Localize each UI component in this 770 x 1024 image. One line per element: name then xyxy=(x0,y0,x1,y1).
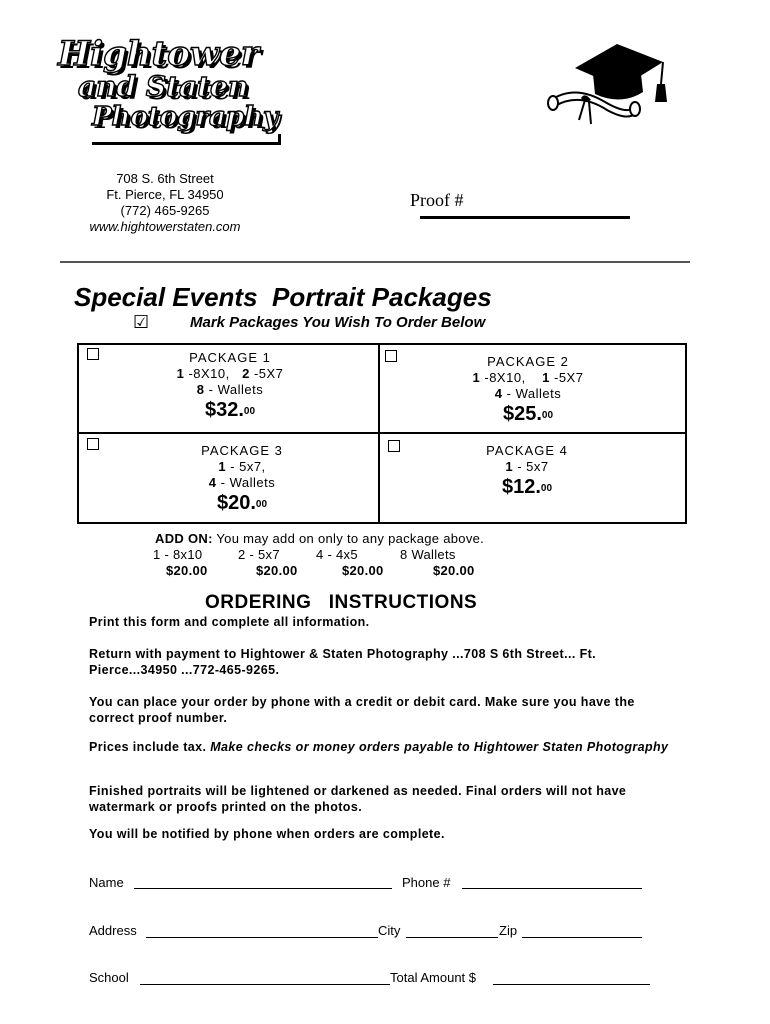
total-amount-field[interactable] xyxy=(493,984,650,985)
total-amount-label: Total Amount $ xyxy=(390,970,476,985)
package-name: PACKAGE 2 xyxy=(487,354,569,369)
package-items xyxy=(125,366,335,382)
item: - Wallets xyxy=(502,386,562,401)
item: - 5x7, xyxy=(226,459,266,474)
addon-item-3: 4 - 4x5 xyxy=(316,547,358,562)
instruction-6: You will be notified by phone when orders are complete. xyxy=(89,827,445,841)
package-price xyxy=(423,403,633,425)
qty: 1 xyxy=(472,370,481,385)
addon-line xyxy=(155,531,484,546)
addon-price-4: $20.00 xyxy=(433,563,475,578)
proof-number-field[interactable] xyxy=(420,216,630,219)
logo-line-3: Photography xyxy=(92,102,279,132)
instruction-3: You can place your order by phone with a credit or debit card. Make sure you have the correct proof number. xyxy=(89,695,635,725)
addon-price-1: $20.00 xyxy=(166,563,208,578)
price-cents: 00 xyxy=(255,499,268,510)
school-field[interactable] xyxy=(140,984,390,985)
addon-label: ADD ON: xyxy=(155,531,213,546)
qty: 4 xyxy=(208,475,217,490)
zip-field[interactable] xyxy=(522,937,642,938)
price-dollars: $12. xyxy=(501,476,541,498)
package-price xyxy=(137,492,347,514)
package-3 xyxy=(137,443,347,514)
graduation-cap-icon xyxy=(545,40,675,130)
phone-field[interactable] xyxy=(462,888,642,889)
checked-box-icon: ☑ xyxy=(133,312,150,333)
logo-line-1: Hightower xyxy=(58,34,259,74)
address-label: Address xyxy=(89,923,137,938)
price-dollars: $32. xyxy=(204,399,244,421)
addon-text: You may add on only to any package above. xyxy=(212,531,485,546)
package-items xyxy=(422,459,632,475)
address-street: 708 S. 6th Street xyxy=(116,171,214,186)
addon-item-4: 8 Wallets xyxy=(400,547,456,562)
package-2 xyxy=(423,354,633,425)
package-items xyxy=(137,459,347,475)
school-label: School xyxy=(89,970,129,985)
address-block xyxy=(60,171,270,235)
instruction-4 xyxy=(89,739,679,755)
instruction-4a: Prices include tax. xyxy=(89,740,207,754)
phone-label: Phone # xyxy=(402,875,451,890)
proof-label: Proof # xyxy=(410,190,464,210)
qty: 1 xyxy=(505,459,514,474)
item: - 5x7 xyxy=(513,459,549,474)
qty: 1 xyxy=(176,366,185,381)
package-name: PACKAGE 1 xyxy=(189,350,271,365)
package-1-checkbox[interactable] xyxy=(87,348,99,360)
qty: 4 xyxy=(494,386,503,401)
addon-item-1: 1 - 8x10 xyxy=(153,547,203,562)
price-cents: 00 xyxy=(540,483,553,494)
item: - Wallets xyxy=(216,475,276,490)
qty: 2 xyxy=(242,366,250,381)
item: -8X10, xyxy=(480,370,526,385)
name-field[interactable] xyxy=(134,888,392,889)
item: -5X7 xyxy=(249,366,284,381)
city-label: City xyxy=(378,923,401,938)
package-wallets xyxy=(423,386,633,402)
company-logo xyxy=(48,34,280,146)
addon-price-2: $20.00 xyxy=(256,563,298,578)
package-3-checkbox[interactable] xyxy=(87,438,99,450)
package-name: PACKAGE 3 xyxy=(201,443,283,458)
page-subtitle: Mark Packages You Wish To Order Below xyxy=(190,314,486,331)
zip-label: Zip xyxy=(499,923,518,938)
instruction-4b: Make checks or money orders payable to Hightower Staten Photography xyxy=(206,740,669,754)
package-price xyxy=(422,476,632,498)
package-4 xyxy=(422,443,632,498)
package-name: PACKAGE 4 xyxy=(486,443,568,458)
qty: 1 xyxy=(542,370,550,385)
city-field[interactable] xyxy=(406,937,498,938)
price-dollars: $20. xyxy=(216,492,256,514)
table-divider-horizontal xyxy=(77,432,687,434)
package-1 xyxy=(125,350,335,421)
package-wallets xyxy=(125,382,335,398)
package-wallets xyxy=(137,475,347,491)
package-2-checkbox[interactable] xyxy=(385,350,397,362)
page-title: Special Events Portrait Packages xyxy=(74,282,492,312)
instruction-2: Return with payment to Hightower & Staten Photography ...708 S 6th Street... Ft. Pierce...34950 ...772-465-9265. xyxy=(89,647,597,677)
address-phone: (772) 465-9265 xyxy=(120,203,210,218)
address-city: Ft. Pierce, FL 34950 xyxy=(106,187,224,202)
instruction-1: Print this form and complete all information. xyxy=(89,615,370,629)
instruction-5: Finished portraits will be lightened or darkened as needed. Final orders will not have watermark or proofs printed on the photos. xyxy=(89,784,627,814)
price-cents: 00 xyxy=(243,406,256,417)
addon-item-2: 2 - 5x7 xyxy=(238,547,280,562)
item: -8X10, xyxy=(184,366,230,381)
address-website: www.hightowerstaten.com xyxy=(89,219,241,234)
item: -5X7 xyxy=(549,370,584,385)
price-cents: 00 xyxy=(541,410,554,421)
address-field[interactable] xyxy=(146,937,378,938)
header-divider xyxy=(60,261,690,263)
instructions-title: ORDERING INSTRUCTIONS xyxy=(205,592,478,613)
package-items xyxy=(423,370,633,386)
name-label: Name xyxy=(89,875,124,890)
logo-line-2: and Staten xyxy=(78,70,249,103)
package-4-checkbox[interactable] xyxy=(388,440,400,452)
price-dollars: $25. xyxy=(502,403,542,425)
item: - Wallets xyxy=(204,382,264,397)
addon-price-3: $20.00 xyxy=(342,563,384,578)
qty: 8 xyxy=(196,382,205,397)
qty: 1 xyxy=(218,459,227,474)
package-price xyxy=(125,399,335,421)
